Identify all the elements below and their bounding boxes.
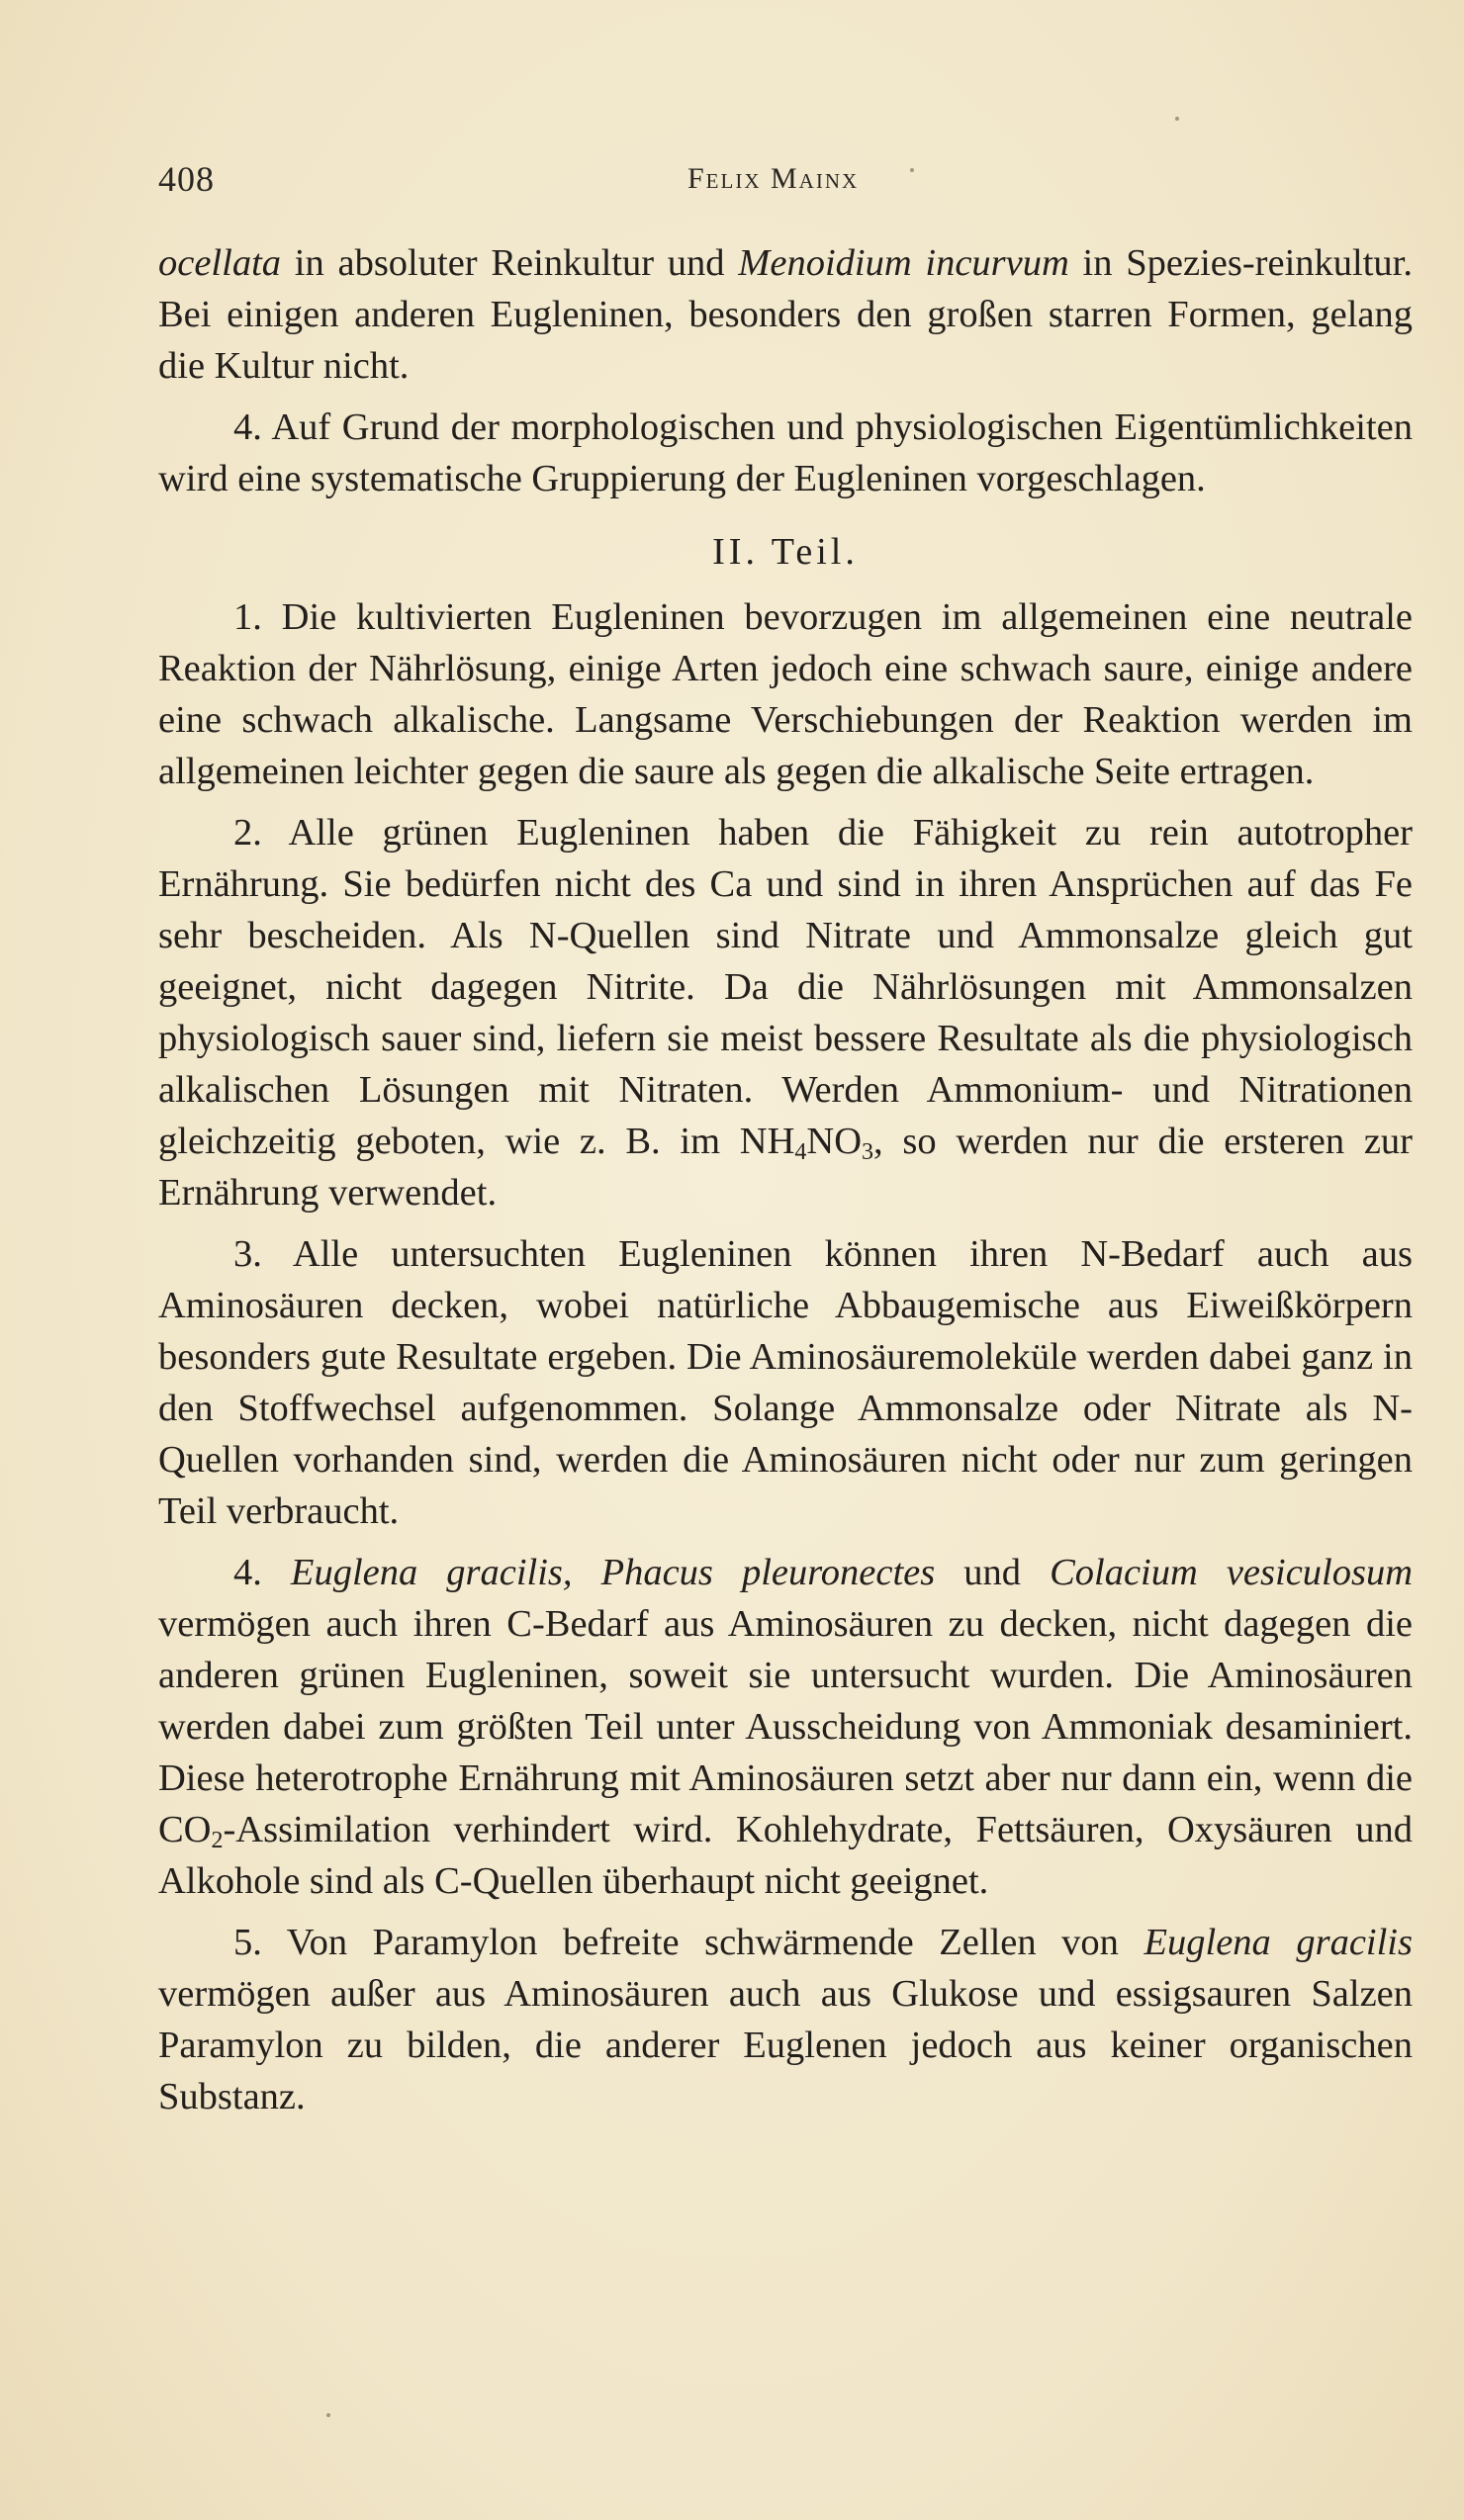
text-run: in absoluter Reinkultur und bbox=[281, 242, 739, 284]
formula-subscript: 4 bbox=[794, 1139, 807, 1165]
chemical-formula bbox=[739, 1121, 874, 1165]
paragraph-item-1: 1. Die kultivierten Eugleninen bevorzugen im allgemeinen eine neutrale Reaktion der Nährlösung, einige Arten jedoch eine schwach saure, einige andere eine schwach alkalische. Langsame Verschiebungen der Reaktion werden im allgemeinen leichter gegen die saure als gegen die alkalische Seite ertragen. bbox=[158, 596, 1413, 792]
paragraph-continuation bbox=[158, 237, 1413, 392]
text-run: 4. bbox=[233, 1552, 291, 1593]
formula-subscript: 2 bbox=[211, 1828, 224, 1853]
text-run: in Spezies-reinkultur. Bei einigen anderen Eugleninen, besonders den großen starren Formen, gelang die Kultur nicht. bbox=[158, 242, 1413, 387]
paragraph-item-4-c-bedarf bbox=[158, 1547, 1413, 1907]
formula-part: NH bbox=[739, 1121, 795, 1162]
paper-speck bbox=[326, 2413, 330, 2417]
text-run: , so werden nur die ersteren zur Ernährung verwendet. bbox=[158, 1121, 1413, 1214]
species-name: Menoidium incurvum bbox=[738, 242, 1069, 284]
species-name: Euglena gracilis bbox=[1144, 1922, 1413, 1963]
paper-speck bbox=[1175, 117, 1179, 121]
paragraph-item-5 bbox=[158, 1917, 1413, 2122]
running-head-author: Felix Mainx bbox=[687, 162, 860, 195]
text-run: 5. Von Paramylon befreite schwärmende Zellen von bbox=[233, 1922, 1144, 1963]
text-run: -Assimilation verhindert wird. Kohlehydrate, Fettsäuren, Oxysäuren und Alkohole sind als C-Quellen überhaupt nicht geeignet. bbox=[158, 1809, 1413, 1902]
species-name: ocellata bbox=[158, 242, 282, 284]
paragraph-item-4: 4. Auf Grund der morphologischen und physiologischen Eigentümlichkeiten wird eine systematische Gruppierung der Eugleninen vorgeschlagen. bbox=[158, 406, 1413, 499]
text-run: vermögen auch ihren C-Bedarf aus Aminosäuren zu decken, nicht dagegen die anderen grünen Eugleninen, soweit sie untersucht wurden. Die Aminosäuren werden dabei zum größten Teil unter Ausscheidung von Ammoniak desaminiert. Diese heterotrophe Ernährung mit Aminosäuren setzt aber nur dann ein, wenn die CO bbox=[158, 1603, 1413, 1850]
paper-speck bbox=[910, 168, 914, 172]
text-run: vermögen außer aus Aminosäuren auch aus Glukose und essigsauren Salzen Paramylon zu bilden, die anderer Euglenen jedoch aus keiner organischen Substanz. bbox=[158, 1973, 1413, 2117]
page-number: 408 bbox=[158, 159, 215, 199]
page-header bbox=[158, 158, 1415, 208]
paragraph-item-3: 3. Alle untersuchten Eugleninen können ihren N-Bedarf auch aus Aminosäuren decken, wobei natürliche Abbaugemische aus Eiweißkörpern besonders gute Resultate ergeben. Die Aminosäuremoleküle werden dabei ganz in den Stoffwechsel aufgenommen. Solange Ammonsalze oder Nitrate als N-Quellen vorhanden sind, werden die Aminosäuren nicht oder nur zum geringen Teil verbraucht. bbox=[158, 1233, 1413, 1532]
formula-part: NO bbox=[806, 1121, 863, 1162]
formula-subscript: 3 bbox=[862, 1139, 874, 1165]
paragraph-item-2 bbox=[158, 807, 1413, 1218]
body-text bbox=[158, 237, 1413, 2132]
species-name: Colacium vesiculosum bbox=[1050, 1552, 1414, 1593]
species-name: Euglena gracilis, Phacus pleuronectes bbox=[290, 1552, 936, 1593]
section-title: II. Teil. bbox=[712, 531, 859, 573]
text-run: und bbox=[935, 1552, 1051, 1593]
text-run: 2. Alle grünen Eugleninen haben die Fähigkeit zu rein autotropher Ernährung. Sie bedürfen nicht des Ca und sind in ihren Ansprüchen auf das Fe sehr bescheiden. Als N-Quellen sind Nitrate und Ammonsalze gleich gut geeignet, nicht dagegen Nitrite. Da die Nährlösungen mit Ammonsalzen physiologisch sauer sind, liefern sie meist bessere Resultate als die physiologisch alkalischen Lösungen mit Nitraten. Werden Ammonium- und Nitrationen gleichzeitig geboten, wie z. B. im bbox=[158, 812, 1413, 1162]
